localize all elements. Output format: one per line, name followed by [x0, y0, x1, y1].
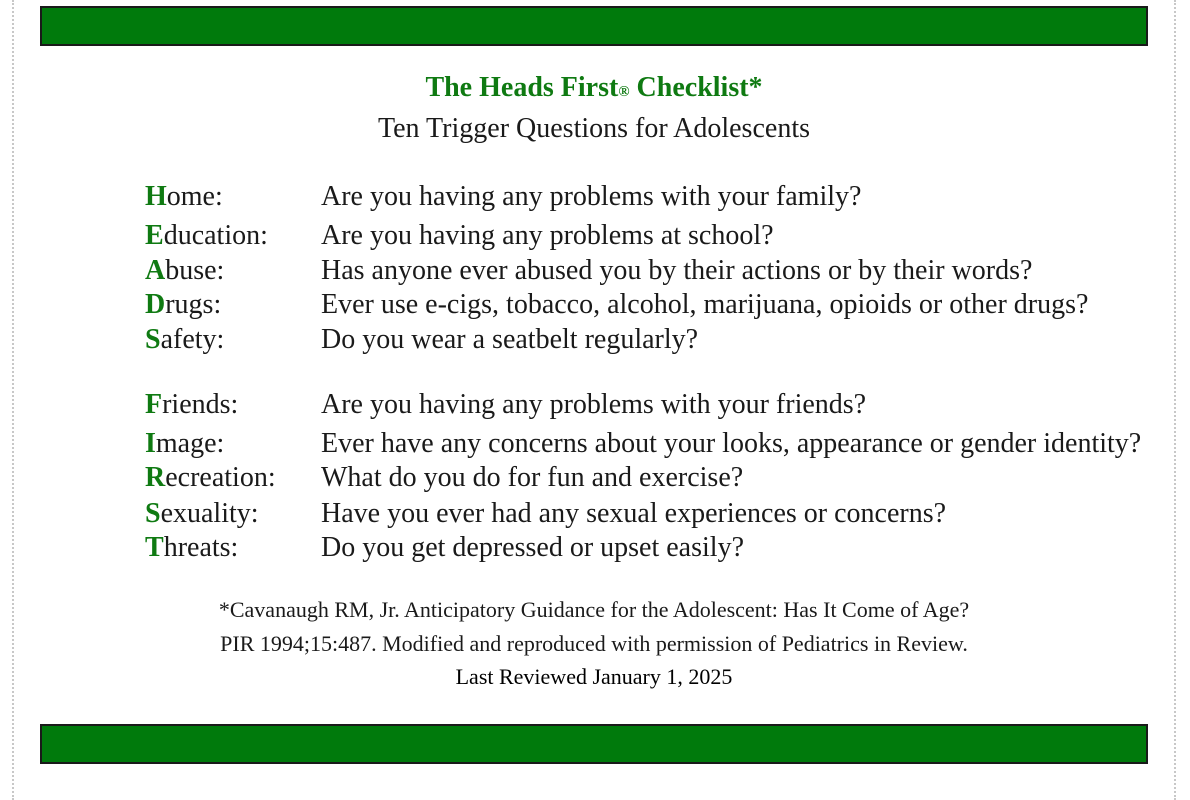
- row-label: [145, 388, 238, 422]
- row-label-rest: buse:: [165, 255, 225, 286]
- top-green-banner: [40, 6, 1148, 46]
- row-label-rest: ecreation:: [165, 462, 276, 493]
- row-question: What do you do for fun and exercise?: [321, 462, 744, 493]
- checklist-subtitle: Ten Trigger Questions for Adolescents: [377, 113, 810, 144]
- row-question: Do you get depressed or upset easily?: [321, 532, 744, 563]
- title-end-text: Checklist*: [629, 72, 763, 103]
- row-question: Ever use e-cigs, tobacco, alcohol, marijuana, opioids or other drugs?: [321, 289, 1089, 320]
- row-question: Are you having any problems at school?: [321, 220, 774, 251]
- row-question: Have you ever had any sexual experiences or concerns?: [321, 498, 947, 529]
- last-reviewed-date: Last Reviewed January 1, 2025: [455, 664, 733, 689]
- row-label-rest: rugs:: [165, 289, 222, 320]
- right-dotted-border: [1174, 0, 1176, 800]
- row-label-rest: riends:: [162, 389, 239, 420]
- row-label: [145, 531, 238, 565]
- row-question: Ever have any concerns about your looks, appearance or gender identity?: [321, 428, 1142, 459]
- row-label-rest: hreats:: [163, 532, 239, 563]
- row-label: [145, 219, 268, 253]
- checklist-title: [40, 72, 1148, 104]
- row-question: Are you having any problems with your family?: [321, 181, 862, 212]
- row-initial: T: [145, 532, 164, 563]
- row-initial: D: [145, 289, 166, 320]
- row-initial: H: [145, 181, 167, 212]
- row-label: [145, 180, 223, 214]
- row-label: [145, 254, 224, 288]
- row-question: Are you having any problems with your friends?: [321, 389, 867, 420]
- row-initial: R: [145, 462, 166, 493]
- row-label: [145, 323, 224, 357]
- left-dotted-border: [12, 0, 14, 800]
- row-label-rest: mage:: [155, 428, 225, 459]
- citation-line-1: *Cavanaugh RM, Jr. Anticipatory Guidance for the Adolescent: Has It Come of Age?: [218, 597, 970, 622]
- row-initial: S: [145, 324, 161, 355]
- row-label-rest: ducation:: [163, 220, 268, 251]
- row-initial: A: [145, 255, 166, 286]
- row-label: [145, 497, 259, 531]
- row-label: [145, 427, 224, 461]
- title-main-text: The Heads First: [425, 72, 619, 103]
- row-label-rest: exuality:: [160, 498, 259, 529]
- row-question: Do you wear a seatbelt regularly?: [321, 324, 699, 355]
- row-label: [145, 461, 276, 495]
- row-label: [145, 288, 221, 322]
- citation-line-2: PIR 1994;15:487. Modified and reproduced with permission of Pediatrics in Review.: [220, 631, 968, 656]
- row-initial: E: [145, 220, 164, 251]
- registered-mark: ®: [618, 84, 630, 100]
- row-label-rest: ome:: [166, 181, 223, 212]
- row-initial: F: [145, 389, 163, 420]
- row-initial: S: [145, 498, 161, 529]
- row-label-rest: afety:: [160, 324, 225, 355]
- bottom-green-banner: [40, 724, 1148, 764]
- row-initial: I: [145, 428, 156, 459]
- row-question: Has anyone ever abused you by their actions or by their words?: [321, 255, 1033, 286]
